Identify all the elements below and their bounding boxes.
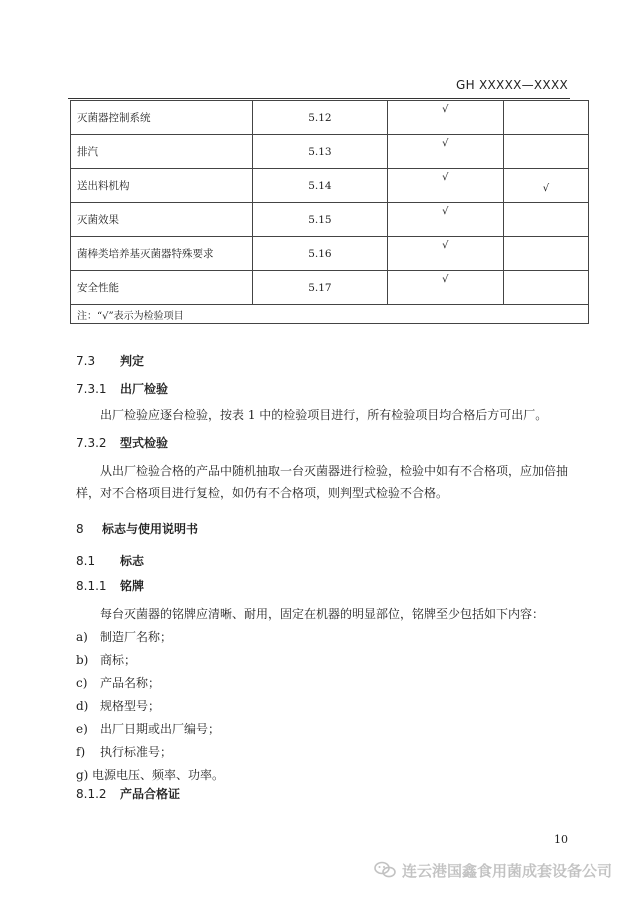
- list-item: g) 电源电压、频率、功率。: [76, 768, 225, 782]
- item-name: 灭菌器控制系统: [71, 101, 253, 135]
- factory-inspection-cell: [387, 101, 503, 135]
- table-row: [71, 135, 589, 169]
- inspection-items-table: [70, 100, 589, 324]
- check-mark: √: [442, 274, 449, 285]
- factory-inspection-cell: [387, 135, 503, 169]
- item-clause: 5.15: [253, 203, 387, 237]
- item-clause: 5.12: [253, 101, 387, 135]
- list-item: d) 规格型号；: [76, 699, 161, 713]
- type-inspection-cell: [503, 169, 588, 203]
- paragraph: 出厂检验应逐台检验，按表 1 中的检验项目进行，所有检验项目均合格后方可出厂。: [100, 408, 548, 422]
- list-item: c) 产品名称；: [76, 676, 161, 690]
- table-note: 注：“√”表示为检验项目: [71, 305, 589, 324]
- item-clause: 5.17: [253, 271, 387, 305]
- section-title: 出厂检验: [120, 382, 169, 396]
- section-heading: [76, 352, 144, 369]
- section-heading: [76, 785, 180, 802]
- section-number: 7.3: [76, 354, 96, 368]
- table-row: [71, 169, 589, 203]
- check-mark: √: [442, 104, 449, 115]
- factory-inspection-cell: [387, 271, 503, 305]
- item-clause: 5.14: [253, 169, 387, 203]
- watermark: [374, 860, 612, 881]
- type-inspection-cell: [503, 271, 588, 305]
- section-title: 标志与使用说明书: [102, 522, 199, 536]
- list-item: a) 制造厂名称；: [76, 630, 173, 644]
- check-mark: √: [542, 183, 550, 194]
- item-name: 灭菌效果: [71, 203, 253, 237]
- section-heading: [76, 520, 198, 537]
- type-inspection-cell: [503, 203, 588, 237]
- section-number: 7.3.1: [76, 382, 107, 396]
- section-heading: [76, 380, 168, 397]
- document-code: GH XXXXX—XXXX: [455, 78, 568, 92]
- check-mark: √: [442, 138, 449, 149]
- item-name: 安全性能: [71, 271, 253, 305]
- table-row: [71, 237, 589, 271]
- table-row: [71, 271, 589, 305]
- item-name: 送出料机构: [71, 169, 253, 203]
- check-mark: √: [442, 172, 449, 183]
- wechat-icon: [374, 861, 396, 879]
- item-name: 菌棒类培养基灭菌器特殊要求: [71, 237, 253, 271]
- section-title: 标志: [120, 554, 145, 568]
- section-title: 铭牌: [120, 579, 145, 593]
- section-heading: [76, 434, 168, 451]
- list-item: b) 商标；: [76, 653, 137, 667]
- header-rule: [68, 98, 570, 99]
- table-row: [71, 101, 589, 135]
- section-heading: [76, 577, 144, 594]
- type-inspection-cell: [503, 237, 588, 271]
- section-number: 8.1.2: [76, 787, 107, 801]
- section-title: 型式检验: [120, 436, 169, 450]
- section-title: 判定: [120, 354, 145, 368]
- check-mark: √: [442, 206, 449, 217]
- list-item: f) 执行标准号；: [76, 745, 173, 759]
- factory-inspection-cell: [387, 237, 503, 271]
- section-number: 8.1: [76, 554, 96, 568]
- type-inspection-cell: [503, 135, 588, 169]
- section-number: 8: [76, 522, 84, 536]
- table-row: [71, 203, 589, 237]
- item-clause: 5.13: [253, 135, 387, 169]
- item-name: 排汽: [71, 135, 253, 169]
- factory-inspection-cell: [387, 203, 503, 237]
- list-item: e) 出厂日期或出厂编号；: [76, 722, 221, 736]
- watermark-text: 连云港国鑫食用菌成套设备公司: [402, 862, 613, 880]
- section-heading: [76, 552, 144, 569]
- factory-inspection-cell: [387, 169, 503, 203]
- page-number: 10: [554, 833, 568, 846]
- check-mark: √: [442, 240, 449, 251]
- paragraph: 从出厂检验合格的产品中随机抽取一台灭菌器进行检验，检验中如有不合格项，应加倍抽样，对不合格项目进行复检，如仍有不合格项，则判型式检验不合格。: [76, 464, 569, 500]
- item-clause: 5.16: [253, 237, 387, 271]
- type-inspection-cell: [503, 101, 588, 135]
- section-number: 8.1.1: [76, 579, 107, 593]
- paragraph: 每台灭菌器的铭牌应清晰、耐用，固定在机器的明显部位，铭牌至少包括如下内容：: [100, 607, 545, 621]
- section-number: 7.3.2: [76, 436, 107, 450]
- nameplate-content-list: [76, 626, 224, 787]
- table-note-row: [71, 305, 589, 324]
- section-title: 产品合格证: [120, 787, 181, 801]
